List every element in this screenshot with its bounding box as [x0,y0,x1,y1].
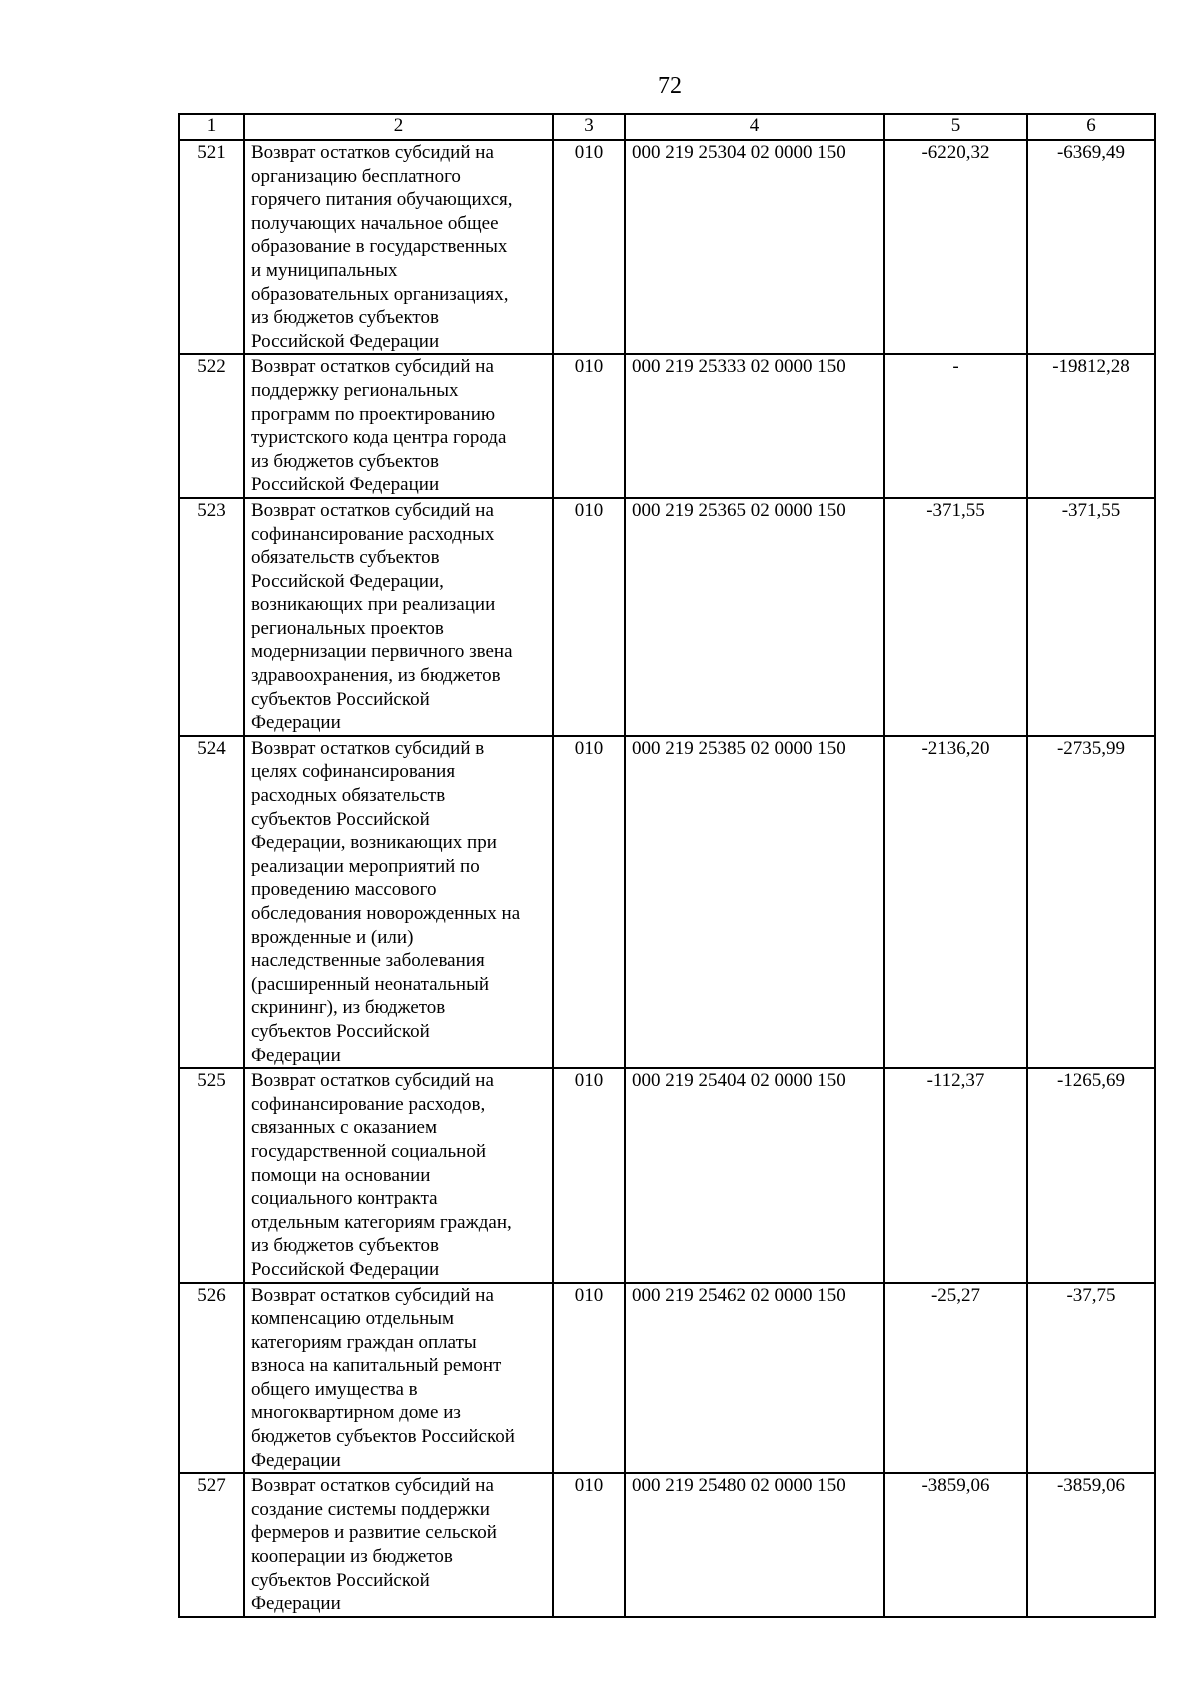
description-line: туристского кода центра города [251,427,507,449]
table-row [179,1283,1155,1474]
description-line: образование в государственных [251,236,508,258]
description-line: Федерации, возникающих при [251,832,497,854]
row-description [244,1473,553,1617]
row-col3-code: 010 [553,140,625,354]
description-line: общего имущества в [251,1378,418,1400]
description-line: Федерации [251,1044,341,1066]
row-budget-code: 000 219 25304 02 0000 150 [625,140,884,354]
description-line: софинансирование расходных [251,523,495,545]
description-line: компенсацию отдельным [251,1308,455,1330]
row-col3-code: 010 [553,736,625,1068]
description-line: из бюджетов субъектов [251,450,439,472]
description-line: софинансирование расходов, [251,1093,486,1115]
row-col3-code: 010 [553,1068,625,1282]
row-value-6: -2735,99 [1027,736,1155,1068]
description-line: Возврат остатков субсидий на [251,1284,494,1306]
table-row [179,498,1155,736]
description-line: многоквартирном доме из [251,1402,461,1424]
row-col3-code: 010 [553,498,625,736]
description-line: целях софинансирования [251,761,456,783]
description-line: получающих начальное общее [251,212,499,234]
row-description [244,1068,553,1282]
row-number: 521 [179,140,244,354]
description-line: модернизации первичного звена [251,641,513,663]
description-line: организацию бесплатного [251,165,461,187]
row-number: 527 [179,1473,244,1617]
row-col3-code: 010 [553,1473,625,1617]
description-line: Возврат остатков субсидий на [251,1475,494,1497]
table-body [179,140,1155,1617]
row-budget-code: 000 219 25480 02 0000 150 [625,1473,884,1617]
description-line: возникающих при реализации [251,594,496,616]
description-line: из бюджетов субъектов [251,307,439,329]
description-line: проведению массового [251,879,437,901]
table-row [179,1473,1155,1617]
description-line: обследования новорожденных на [251,903,521,924]
description-line: поддержку региональных [251,379,459,401]
row-value-5: -371,55 [884,498,1027,736]
description-line: субъектов Российской [251,1569,430,1591]
header-col-3: 3 [553,114,625,140]
row-number: 525 [179,1068,244,1282]
description-line: создание системы поддержки [251,1498,490,1520]
row-value-5: - [884,354,1027,498]
description-line: реализации мероприятий по [251,855,480,877]
header-col-1: 1 [179,114,244,140]
budget-table [178,113,1156,1618]
table-row [179,736,1155,1068]
description-line: горячего питания обучающихся, [251,189,513,211]
description-line: Федерации [251,1449,341,1471]
description-line: Возврат остатков субсидий на [251,142,494,163]
row-budget-code: 000 219 25365 02 0000 150 [625,498,884,736]
row-value-6: -19812,28 [1027,354,1155,498]
row-budget-code: 000 219 25404 02 0000 150 [625,1068,884,1282]
header-row [179,114,1155,140]
row-value-6: -1265,69 [1027,1068,1155,1282]
description-line: Российской Федерации [251,1258,440,1280]
description-line: Возврат остатков субсидий на [251,1070,494,1092]
table-row [179,1068,1155,1282]
description-line: субъектов Российской [251,1020,430,1042]
description-line: обязательств субъектов [251,547,440,569]
row-budget-code: 000 219 25462 02 0000 150 [625,1283,884,1474]
row-description [244,1283,553,1474]
description-line: Возврат остатков субсидий на [251,356,494,378]
description-line: Российской Федерации, [251,570,444,592]
description-line: (расширенный неонатальный [251,973,490,995]
description-line: Возврат остатков субсидий в [251,737,485,759]
description-line: фермеров и развитие сельской [251,1522,497,1544]
row-description [244,498,553,736]
row-value-5: -3859,06 [884,1473,1027,1617]
header-col-5: 5 [884,114,1027,140]
row-number: 523 [179,498,244,736]
description-line: и муниципальных [251,259,398,281]
description-line: Российской Федерации [251,474,440,496]
header-col-6: 6 [1027,114,1155,140]
row-value-6: -37,75 [1027,1283,1155,1474]
row-value-6: -371,55 [1027,498,1155,736]
row-value-6: -6369,49 [1027,140,1155,354]
row-number: 524 [179,736,244,1068]
description-line: государственной социальной [251,1140,487,1162]
description-line: бюджетов субъектов Российской [251,1426,515,1448]
description-line: образовательных организациях, [251,283,509,305]
description-line: Возврат остатков субсидий на [251,499,494,521]
row-value-5: -6220,32 [884,140,1027,354]
description-line: субъектов Российской [251,688,430,710]
description-line: наследственные заболевания [251,950,485,972]
description-line: программ по проектированию [251,403,496,425]
row-value-5: -112,37 [884,1068,1027,1282]
table-row [179,354,1155,498]
description-line: отдельным категориям граждан, [251,1211,512,1233]
row-description [244,354,553,498]
description-line: Федерации [251,1593,341,1615]
row-budget-code: 000 219 25385 02 0000 150 [625,736,884,1068]
row-col3-code: 010 [553,354,625,498]
row-description [244,140,553,354]
row-description [244,736,553,1068]
row-value-5: -2136,20 [884,736,1027,1068]
row-value-5: -25,27 [884,1283,1027,1474]
description-line: Российской Федерации [251,330,440,352]
row-number: 522 [179,354,244,498]
description-line: расходных обязательств [251,785,446,807]
row-col3-code: 010 [553,1283,625,1474]
page-number: 72 [658,73,682,99]
description-line: из бюджетов субъектов [251,1235,439,1257]
row-value-6: -3859,06 [1027,1473,1155,1617]
description-line: категориям граждан оплаты [251,1331,477,1353]
header-col-2: 2 [244,114,553,140]
description-line: связанных с оказанием [251,1117,437,1139]
description-line: социального контракта [251,1188,438,1210]
description-line: скрининг), из бюджетов [251,997,446,1019]
header-col-4: 4 [625,114,884,140]
description-line: здравоохранения, из бюджетов [251,665,501,687]
row-number: 526 [179,1283,244,1474]
description-line: кооперации из бюджетов [251,1546,453,1568]
description-line: помощи на основании [251,1164,431,1186]
description-line: врожденные и (или) [251,926,414,948]
description-line: региональных проектов [251,617,444,639]
description-line: взноса на капитальный ремонт [251,1355,502,1377]
description-line: субъектов Российской [251,808,430,830]
row-budget-code: 000 219 25333 02 0000 150 [625,354,884,498]
description-line: Федерации [251,712,341,734]
table-row [179,140,1155,354]
